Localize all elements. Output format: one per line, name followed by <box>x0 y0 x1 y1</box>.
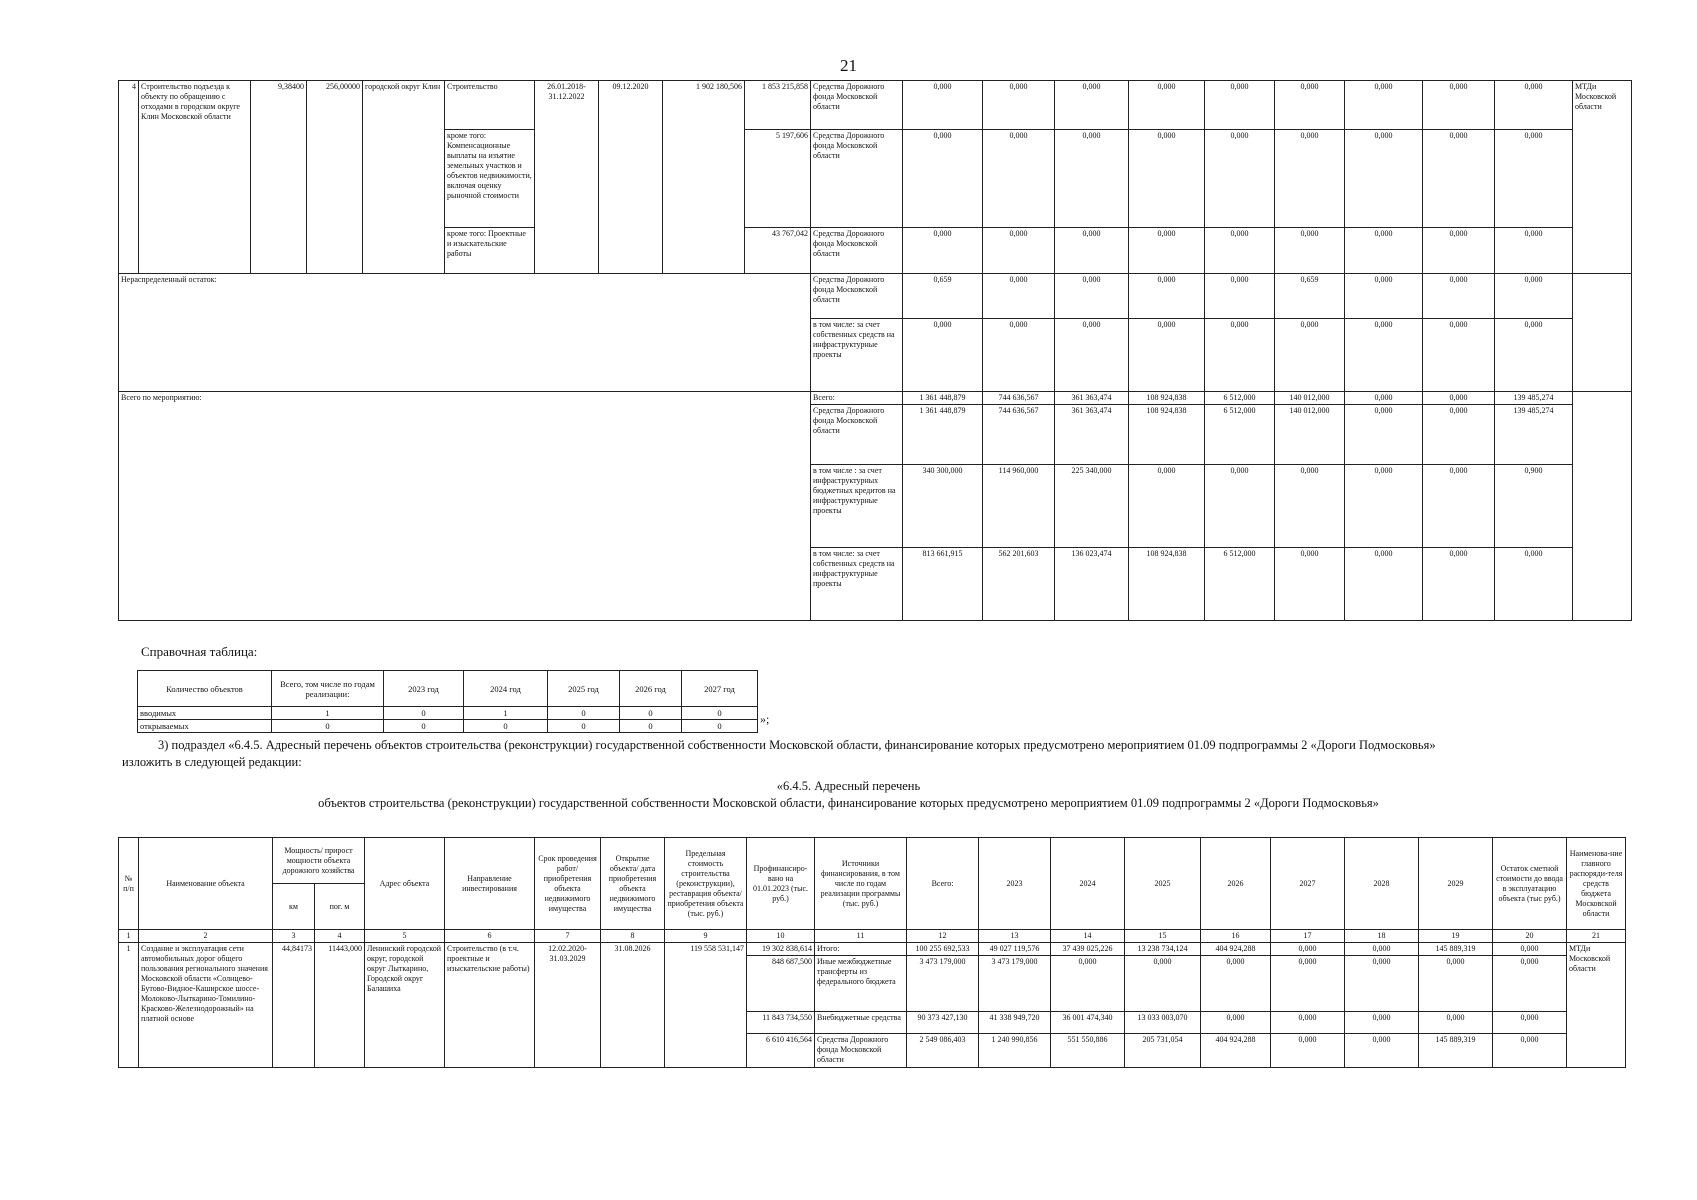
table-row <box>119 392 1632 405</box>
value-cell: 0,000 <box>1055 319 1129 392</box>
value-cell: 0 <box>548 720 620 733</box>
value-cell: 13 238 734,124 <box>1125 943 1201 956</box>
financed-amount: 19 302 838,614 <box>747 943 815 956</box>
row-label: открываемых <box>138 720 272 733</box>
column-number: 9 <box>665 930 747 943</box>
capacity-km: 9,38400 <box>251 81 307 274</box>
column-number: 10 <box>747 930 815 943</box>
value-cell: 0,000 <box>1495 81 1573 130</box>
column-number: 7 <box>535 930 601 943</box>
value-cell: 0,000 <box>1275 228 1345 274</box>
column-header: Профинансиро-вано на 01.01.2023 (тыс. руб.) <box>747 838 815 930</box>
value-cell: 0,000 <box>1345 319 1423 392</box>
investment-direction: кроме того: Проектные и изыскательские работы <box>445 228 535 274</box>
column-header: Направление инвестирования <box>445 838 535 930</box>
value-cell: 0,000 <box>1493 1034 1567 1068</box>
value-cell: 0,000 <box>1201 1012 1271 1034</box>
column-number: 15 <box>1125 930 1201 943</box>
amendment-paragraph: 3) подраздел «6.4.5. Адресный перечень объектов строительства (реконструкции) государственной собственности Московской области, финансирование которых предусмотрено мероприятием 01.09 подпрограммы 2 «Дороги Подмосковья» <box>158 738 1436 752</box>
column-header: 2026 год <box>620 671 682 707</box>
value-cell: 0,000 <box>1495 319 1573 392</box>
value-cell: 0,000 <box>1271 943 1345 956</box>
value-cell: 0,000 <box>1201 956 1271 1012</box>
financed-amount: 5 197,606 <box>745 130 811 228</box>
value-cell: 205 731,054 <box>1125 1034 1201 1068</box>
chief-administrator: МТДи Московской области <box>1573 81 1632 274</box>
row-number: 4 <box>119 81 139 274</box>
column-header: Мощность/ прирост мощности объекта дорожного хозяйства <box>273 838 365 884</box>
value-cell: 0 <box>620 707 682 720</box>
column-number: 3 <box>273 930 315 943</box>
column-number: 19 <box>1419 930 1493 943</box>
value-cell: 0,000 <box>1275 465 1345 548</box>
value-cell: 0,000 <box>1205 228 1275 274</box>
row-label: вводимых <box>138 707 272 720</box>
column-header: 2024 год <box>464 671 548 707</box>
funding-source: в том числе: за счет собственных средств на инфраструктурные проекты <box>811 319 903 392</box>
page-number: 21 <box>840 56 857 75</box>
value-cell: 0 <box>464 720 548 733</box>
column-header: 2026 <box>1201 838 1271 930</box>
value-cell: 6 512,000 <box>1205 405 1275 465</box>
value-cell: 0,000 <box>1423 228 1495 274</box>
column-header: Срок проведения работ/ приобретения объекта недвижимого имущества <box>535 838 601 930</box>
closing-quote: »; <box>760 712 770 726</box>
value-cell: 0,000 <box>983 228 1055 274</box>
capacity-km: 44,84173 <box>273 943 315 1068</box>
column-header: 2027 год <box>682 671 758 707</box>
chief-administrator: МТДи Московской области <box>1567 943 1626 1068</box>
column-header: км <box>273 884 315 930</box>
value-cell: 0,000 <box>1129 130 1205 228</box>
funding-source: Всего: <box>811 392 903 405</box>
column-header: Количество объектов <box>138 671 272 707</box>
value-cell: 41 338 949,720 <box>979 1012 1051 1034</box>
value-cell: 140 012,000 <box>1275 405 1345 465</box>
value-cell: 1 361 448,879 <box>903 392 983 405</box>
value-cell: 0,000 <box>1205 465 1275 548</box>
value-cell: 139 485,274 <box>1495 405 1573 465</box>
value-cell: 0,000 <box>1345 1012 1419 1034</box>
value-cell: 0 <box>384 707 464 720</box>
value-cell: 813 661,915 <box>903 548 983 621</box>
value-cell: 744 636,567 <box>983 405 1055 465</box>
value-cell: 0,000 <box>1129 274 1205 319</box>
value-cell: 0,000 <box>1205 130 1275 228</box>
column-number: 2 <box>139 930 273 943</box>
value-cell: 0,000 <box>1271 1034 1345 1068</box>
value-cell: 3 473 179,000 <box>907 956 979 1012</box>
row-number: 1 <box>119 943 139 1068</box>
funding-source: Средства Дорожного фонда Московской области <box>815 1034 907 1068</box>
value-cell: 0,000 <box>903 130 983 228</box>
column-numbers-row <box>119 930 1626 943</box>
value-cell: 0,000 <box>1345 956 1419 1012</box>
value-cell: 0,000 <box>1345 130 1423 228</box>
column-number: 16 <box>1201 930 1271 943</box>
funding-source: в том числе: за счет собственных средств на инфраструктурные проекты <box>811 548 903 621</box>
value-cell: 0,000 <box>1275 548 1345 621</box>
value-cell: 0,000 <box>983 130 1055 228</box>
value-cell: 0,000 <box>1423 548 1495 621</box>
table-row <box>138 707 758 720</box>
value-cell: 145 889,319 <box>1419 943 1493 956</box>
value-cell: 0,000 <box>1493 1012 1567 1034</box>
value-cell: 0,000 <box>1275 319 1345 392</box>
value-cell: 0,000 <box>1345 1034 1419 1068</box>
amendment-paragraph-cont: изложить в следующей редакции: <box>122 755 302 769</box>
value-cell: 0,000 <box>1129 465 1205 548</box>
column-header: 2024 <box>1051 838 1125 930</box>
value-cell: 0,000 <box>1205 319 1275 392</box>
value-cell: 0,000 <box>1345 228 1423 274</box>
value-cell: 0,900 <box>1495 465 1573 548</box>
funding-source: Средства Дорожного фонда Московской области <box>811 405 903 465</box>
column-header: 2023 <box>979 838 1051 930</box>
value-cell: 361 363,474 <box>1055 405 1129 465</box>
column-header: Наименование объекта <box>139 838 273 930</box>
value-cell: 562 201,603 <box>983 548 1055 621</box>
value-cell: 361 363,474 <box>1055 392 1129 405</box>
column-number: 13 <box>979 930 1051 943</box>
column-header: 2027 <box>1271 838 1345 930</box>
value-cell: 0 <box>384 720 464 733</box>
value-cell: 0,000 <box>983 319 1055 392</box>
value-cell: 0,000 <box>1129 319 1205 392</box>
value-cell: 100 255 692,533 <box>907 943 979 956</box>
value-cell: 0,000 <box>1423 405 1495 465</box>
value-cell: 90 373 427,130 <box>907 1012 979 1034</box>
value-cell: 1 <box>272 707 384 720</box>
column-header: № п/п <box>119 838 139 930</box>
funding-source: Иные межбюджетные трансферты из федерального бюджета <box>815 956 907 1012</box>
value-cell: 0,000 <box>1345 465 1423 548</box>
value-cell: 0,000 <box>1055 130 1129 228</box>
financed-amount: 848 687,500 <box>747 956 815 1012</box>
value-cell: 340 300,000 <box>903 465 983 548</box>
value-cell: 0,000 <box>1495 548 1573 621</box>
column-number: 4 <box>315 930 365 943</box>
column-number: 18 <box>1345 930 1419 943</box>
unallocated-label: Нераспределенный остаток: <box>119 274 811 392</box>
value-cell: 0,000 <box>1423 274 1495 319</box>
value-cell: 36 001 474,340 <box>1051 1012 1125 1034</box>
column-number: 6 <box>445 930 535 943</box>
value-cell: 0,000 <box>903 81 983 130</box>
column-header: 2028 <box>1345 838 1419 930</box>
financed-amount: 6 610 416,564 <box>747 1034 815 1068</box>
table-header-row <box>119 838 1626 884</box>
object-address: городской округ Клин <box>363 81 445 274</box>
value-cell: 0,000 <box>1495 130 1573 228</box>
column-number: 1 <box>119 930 139 943</box>
value-cell: 0,000 <box>1271 1012 1345 1034</box>
column-header: Остаток сметной стоимости до ввода в эксплуатацию объекта (тыс руб.) <box>1493 838 1567 930</box>
funding-source: Средства Дорожного фонда Московской области <box>811 81 903 130</box>
value-cell: 0 <box>548 707 620 720</box>
column-header: Всего: <box>907 838 979 930</box>
objects-table-continuation <box>118 80 1632 621</box>
value-cell: 0,000 <box>1493 943 1567 956</box>
column-header: 2025 год <box>548 671 620 707</box>
column-number: 12 <box>907 930 979 943</box>
value-cell: 0,000 <box>1275 81 1345 130</box>
limit-cost: 1 902 180,506 <box>663 81 745 274</box>
investment-direction: кроме того: Компенсационные выплаты на изъятие земельных участков и объектов недвижимости, включая оценку рыночной стоимости <box>445 130 535 228</box>
value-cell: 2 549 086,403 <box>907 1034 979 1068</box>
value-cell: 0,000 <box>1055 81 1129 130</box>
section-heading: «6.4.5. Адресный перечень <box>776 779 921 793</box>
value-cell: 108 924,838 <box>1129 392 1205 405</box>
capacity-m: 11443,000 <box>315 943 365 1068</box>
value-cell: 1 361 448,879 <box>903 405 983 465</box>
value-cell: 0,000 <box>1271 956 1345 1012</box>
value-cell: 0,000 <box>1205 274 1275 319</box>
column-number: 8 <box>601 930 665 943</box>
value-cell: 0,659 <box>1275 274 1345 319</box>
column-header: 2025 <box>1125 838 1201 930</box>
funding-source: в том числе : за счет инфраструктурных бюджетных кредитов на инфраструктурные проекты <box>811 465 903 548</box>
column-number: 21 <box>1567 930 1626 943</box>
reference-table-title: Справочная таблица: <box>141 644 258 659</box>
value-cell: 0,000 <box>1205 81 1275 130</box>
value-cell: 0,000 <box>903 319 983 392</box>
value-cell: 3 473 179,000 <box>979 956 1051 1012</box>
funding-source: Средства Дорожного фонда Московской области <box>811 274 903 319</box>
value-cell: 0,000 <box>1423 130 1495 228</box>
column-header: Всего, том числе по годам реализации: <box>272 671 384 707</box>
table-row <box>119 943 1626 956</box>
value-cell: 744 636,567 <box>983 392 1055 405</box>
total-label: Всего по мероприятию: <box>119 392 811 621</box>
column-number: 14 <box>1051 930 1125 943</box>
value-cell: 0,000 <box>1345 943 1419 956</box>
empty-cell <box>1573 392 1632 621</box>
column-header: Источники финансирования, в том числе по годам реализации программы (тыс. руб.) <box>815 838 907 930</box>
column-header: Адрес объекта <box>365 838 445 930</box>
value-cell: 0,000 <box>1129 228 1205 274</box>
object-address: Ленинский городской округ, городской округ Лыткарино, Городской округ Балашиха <box>365 943 445 1068</box>
value-cell: 0,000 <box>1125 956 1201 1012</box>
column-header: Предельная стоимость строительства (реконструкции), реставрация объекта/ приобретения объекта (тыс. руб.) <box>665 838 747 930</box>
column-header: Открытие объекта/ дата приобретения объекта недвижимого имущества <box>601 838 665 930</box>
column-header: 2029 <box>1419 838 1493 930</box>
column-number: 11 <box>815 930 907 943</box>
funding-source: Средства Дорожного фонда Московской области <box>811 130 903 228</box>
funding-source: Внебюджетные средства <box>815 1012 907 1034</box>
value-cell: 0,000 <box>1419 956 1493 1012</box>
column-number: 17 <box>1271 930 1345 943</box>
value-cell: 1 <box>464 707 548 720</box>
column-header: пог. м <box>315 884 365 930</box>
value-cell: 0,000 <box>1129 81 1205 130</box>
column-header: Наименова-ние главного распоряди-теля средств бюджета Московской области <box>1567 838 1626 930</box>
value-cell: 0,000 <box>1495 228 1573 274</box>
value-cell: 404 924,288 <box>1201 1034 1271 1068</box>
value-cell: 0,000 <box>1493 956 1567 1012</box>
value-cell: 6 512,000 <box>1205 392 1275 405</box>
value-cell: 0,000 <box>1419 1012 1493 1034</box>
value-cell: 140 012,000 <box>1275 392 1345 405</box>
address-list-table <box>118 837 1626 1068</box>
value-cell: 0 <box>682 707 758 720</box>
limit-cost: 119 558 531,147 <box>665 943 747 1068</box>
financed-amount: 43 767,042 <box>745 228 811 274</box>
value-cell: 0,000 <box>1055 228 1129 274</box>
value-cell: 0,659 <box>903 274 983 319</box>
capacity-m: 256,00000 <box>307 81 363 274</box>
value-cell: 13 033 003,070 <box>1125 1012 1201 1034</box>
value-cell: 136 023,474 <box>1055 548 1129 621</box>
value-cell: 145 889,319 <box>1419 1034 1493 1068</box>
value-cell: 0 <box>620 720 682 733</box>
value-cell: 0,000 <box>983 81 1055 130</box>
funding-source: Итого: <box>815 943 907 956</box>
table-row <box>119 81 1632 130</box>
value-cell: 0,000 <box>1345 81 1423 130</box>
open-date: 31.08.2026 <box>601 943 665 1068</box>
open-date: 09.12.2020 <box>599 81 663 274</box>
value-cell: 108 924,838 <box>1129 548 1205 621</box>
table-row <box>138 720 758 733</box>
value-cell: 0,000 <box>1423 465 1495 548</box>
value-cell: 0,000 <box>983 274 1055 319</box>
value-cell: 0,000 <box>1423 319 1495 392</box>
value-cell: 0 <box>682 720 758 733</box>
investment-direction: Строительство (в т.ч. проектные и изыскательские работы) <box>445 943 535 1068</box>
value-cell: 0,000 <box>1275 130 1345 228</box>
reference-table <box>137 670 758 733</box>
work-term: 12.02.2020-31.03.2029 <box>535 943 601 1068</box>
value-cell: 108 924,838 <box>1129 405 1205 465</box>
value-cell: 0,000 <box>1055 274 1129 319</box>
value-cell: 0,000 <box>1345 392 1423 405</box>
funding-source: Средства Дорожного фонда Московской области <box>811 228 903 274</box>
object-name: Создание и эксплуатация сети автомобильных дорог общего пользования регионального значения Московской области «Солнцево-Бутово-Видное-Каширское шоссе-Молоково-Лыткарино-Томилино- Красково-Железнодорожный» на платной основе <box>139 943 273 1068</box>
value-cell: 551 550,886 <box>1051 1034 1125 1068</box>
value-cell: 114 960,000 <box>983 465 1055 548</box>
value-cell: 0,000 <box>1051 956 1125 1012</box>
value-cell: 139 485,274 <box>1495 392 1573 405</box>
empty-cell <box>1573 274 1632 392</box>
value-cell: 0,000 <box>1345 405 1423 465</box>
value-cell: 0,000 <box>903 228 983 274</box>
financed-amount: 11 843 734,550 <box>747 1012 815 1034</box>
object-name: Строительство подъезда к объекту по обращению с отходами в городском округе Клин Московской области <box>139 81 251 274</box>
financed-amount: 1 853 215,858 <box>745 81 811 130</box>
value-cell: 0 <box>272 720 384 733</box>
column-header: 2023 год <box>384 671 464 707</box>
value-cell: 404 924,288 <box>1201 943 1271 956</box>
value-cell: 37 439 025,226 <box>1051 943 1125 956</box>
table-row <box>138 671 758 707</box>
table-row <box>119 274 1632 319</box>
value-cell: 1 240 990,856 <box>979 1034 1051 1068</box>
work-term: 26.01.2018-31.12.2022 <box>535 81 599 274</box>
value-cell: 0,000 <box>1495 274 1573 319</box>
value-cell: 49 027 119,576 <box>979 943 1051 956</box>
value-cell: 0,000 <box>1345 548 1423 621</box>
investment-direction: Строительство <box>445 81 535 130</box>
column-number: 5 <box>365 930 445 943</box>
value-cell: 225 340,000 <box>1055 465 1129 548</box>
value-cell: 0,000 <box>1345 274 1423 319</box>
column-number: 20 <box>1493 930 1567 943</box>
value-cell: 0,000 <box>1423 81 1495 130</box>
value-cell: 6 512,000 <box>1205 548 1275 621</box>
value-cell: 0,000 <box>1423 392 1495 405</box>
section-subheading: объектов строительства (реконструкции) государственной собственности Московской области, финансирование которых предусмотрено мероприятием 01.09 подпрограммы 2 «Дороги Подмосковья» <box>318 796 1379 810</box>
